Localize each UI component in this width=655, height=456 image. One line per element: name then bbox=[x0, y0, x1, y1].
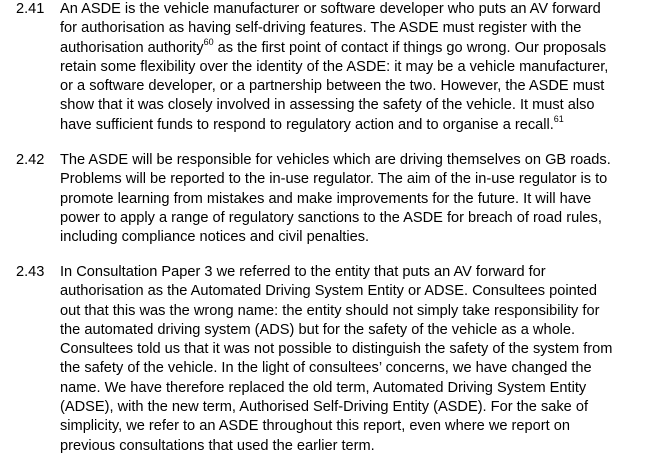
paragraph-line: power to apply a range of regulatory sanctions to the ASDE for breach of road rules, bbox=[60, 209, 602, 226]
paragraph-line: show that it was closely involved in assessing the safety of the vehicle. It must also bbox=[60, 97, 595, 114]
paragraph-line: including compliance notices and civil penalties. bbox=[60, 229, 370, 246]
paragraph-line: or a software developer, or a partnership between the two. However, the ASDE must bbox=[60, 78, 605, 95]
paragraph-line: The ASDE will be responsible for vehicles which are driving themselves on GB roads. bbox=[60, 152, 611, 168]
line-text: have sufficient funds to respond to regulatory action and to organise a recall. bbox=[60, 116, 554, 133]
paragraph-number: 2.43 bbox=[16, 264, 45, 280]
paragraph-line: simplicity, we refer to an ASDE throughout this report, even where we report on bbox=[60, 418, 570, 435]
paragraph-line: Problems will be reported to the in-use regulator. The aim of the in-use regulator is to bbox=[60, 171, 608, 188]
paragraph-line: out that this was the wrong name: the entity should not simply take responsibility for bbox=[60, 302, 600, 319]
paragraph-line: name. We have therefore replaced the old term, Automated Driving System Entity bbox=[60, 379, 587, 396]
paragraph-line: retain some flexibility over the identity of the ASDE: it may be a vehicle manufacturer, bbox=[60, 58, 609, 75]
paragraph-number: 2.42 bbox=[16, 152, 45, 168]
paragraph-line bbox=[60, 36, 608, 58]
line-text: authorisation authority bbox=[60, 39, 204, 56]
paragraph-line: previous consultations that used the earlier term. bbox=[60, 437, 375, 454]
paragraph-line: promote learning from mistakes and make improvements for the future. It will have bbox=[60, 190, 592, 207]
paragraph-line: the safety of the vehicle. In the light of consultees’ concerns, we have changed the bbox=[60, 360, 592, 377]
paragraph-line: In Consultation Paper 3 we referred to the entity that puts an AV forward for bbox=[60, 264, 546, 280]
paragraph-line: authorisation as the Automated Driving System Entity or ADSE. Consultees pointed bbox=[60, 283, 598, 300]
paragraph-line: the automated driving system (ADS) but for the safety of the vehicle as a whole. bbox=[60, 321, 576, 338]
footnote-ref-61[interactable]: 61 bbox=[553, 113, 564, 124]
paragraph-body bbox=[60, 0, 608, 135]
paragraph-line: Consultees told us that it was not possible to distinguish the safety of the system from bbox=[60, 341, 613, 358]
paragraph-line: for authorisation as having self-driving features. The ASDE must register with the bbox=[60, 20, 582, 37]
paragraph-number: 2.41 bbox=[16, 1, 45, 17]
paragraph-line: An ASDE is the vehicle manufacturer or software developer who puts an AV forward bbox=[60, 1, 601, 17]
paragraph-line bbox=[60, 113, 608, 135]
paragraph-body bbox=[60, 263, 612, 456]
paragraph-line: (ADSE), with the new term, Authorised Self-Driving Entity (ASDE). For the sake of bbox=[60, 399, 588, 416]
paragraph-body bbox=[60, 151, 611, 247]
line-text-after: as the first point of contact if things go wrong. Our proposals bbox=[213, 39, 607, 56]
footnote-ref-60[interactable]: 60 bbox=[203, 36, 214, 47]
